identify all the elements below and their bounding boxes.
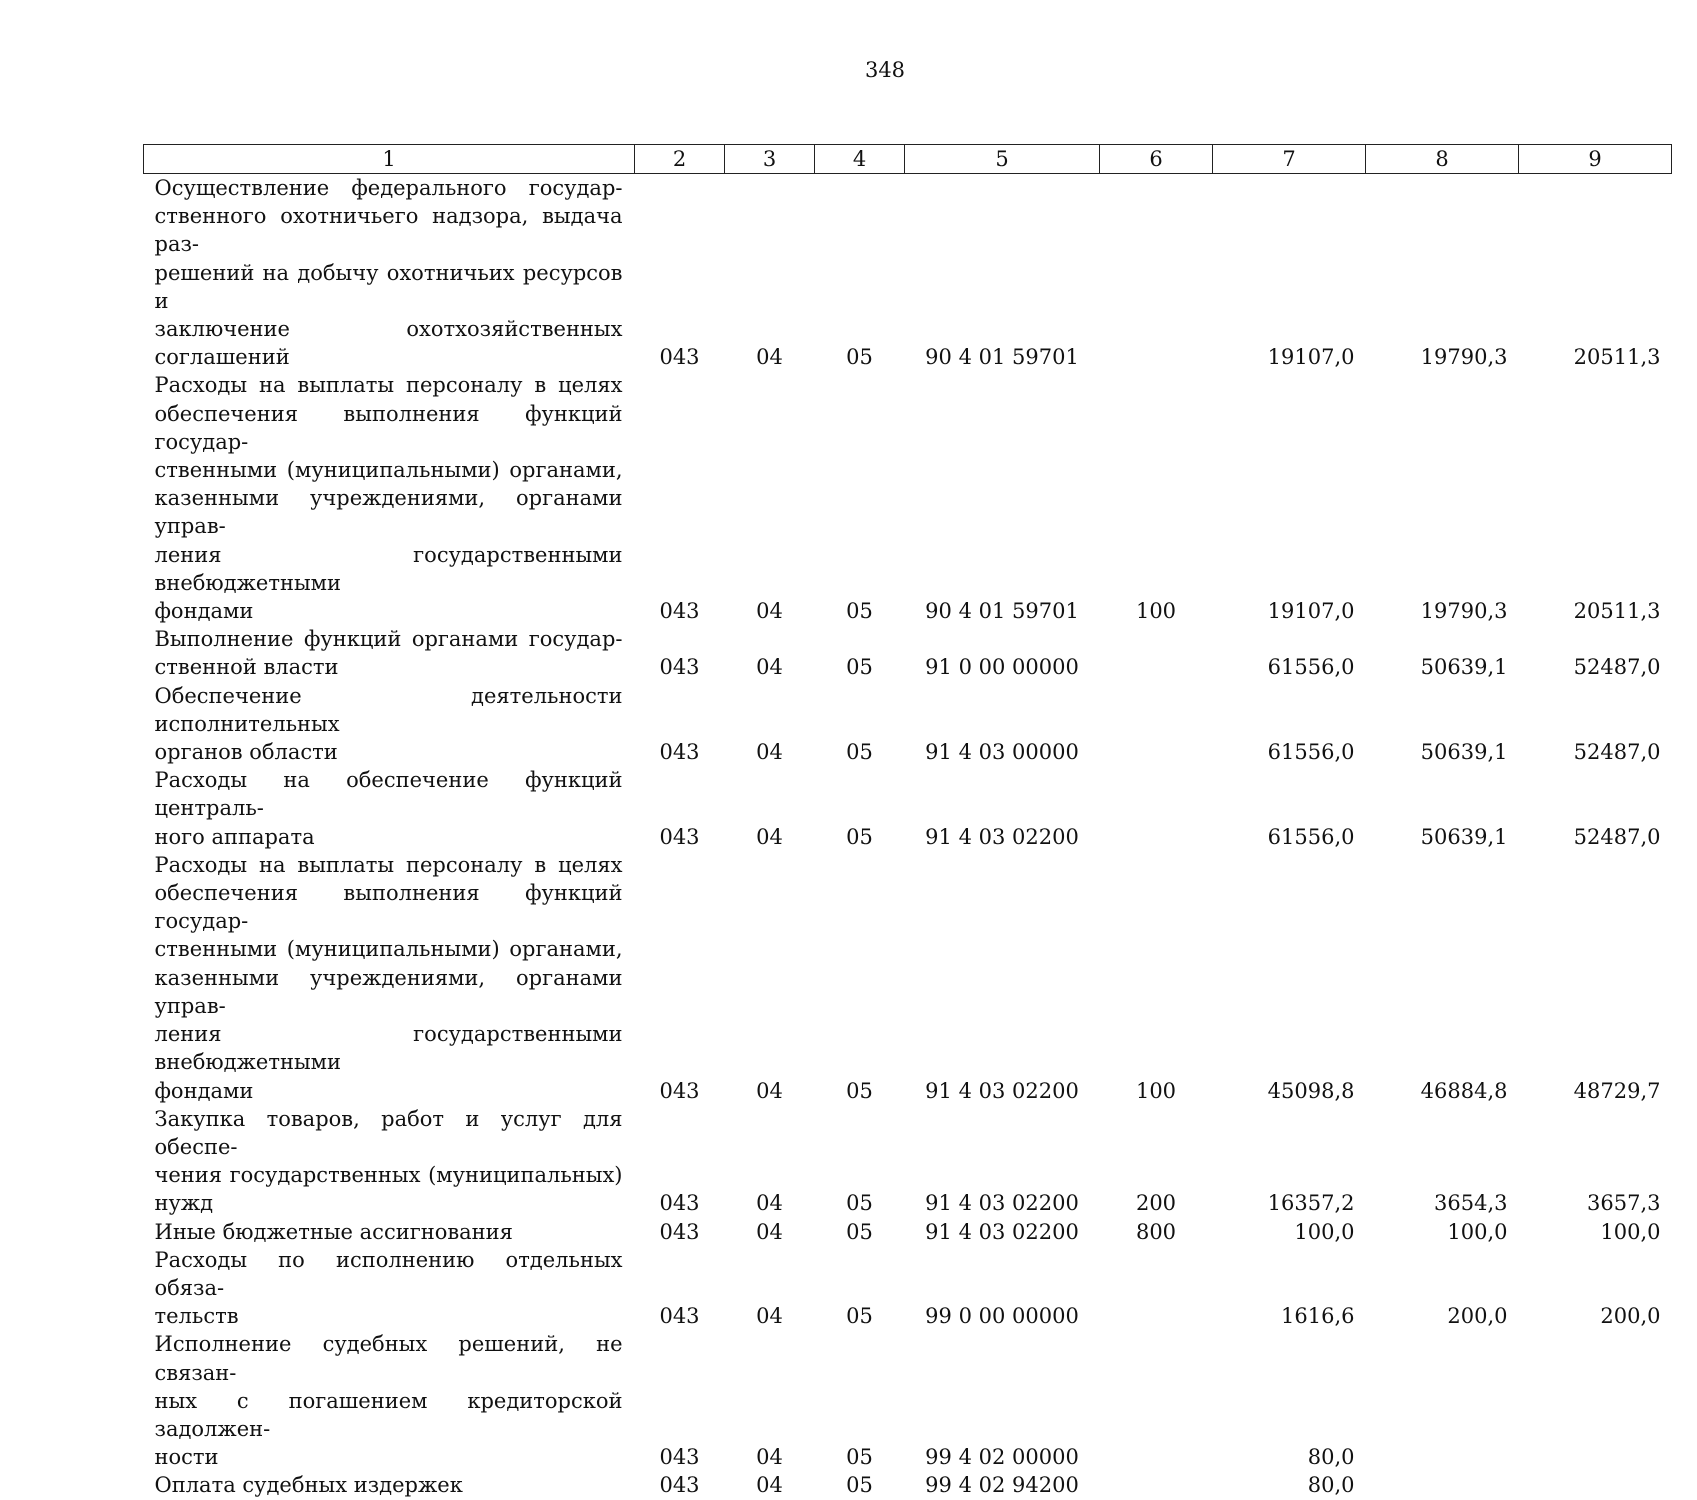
table-row: [144, 1246, 1672, 1331]
cell-ministry: 043: [659, 1219, 700, 1244]
cell-section: 04: [756, 1191, 783, 1216]
cell-expense-type: [1100, 174, 1213, 372]
cell-subsection: 05: [846, 345, 873, 370]
cell-amount-col8: 46884,8: [1420, 1078, 1508, 1103]
cell-subsection: 05: [846, 1304, 873, 1329]
cell-amount-col7: 80,0: [1307, 1473, 1355, 1498]
column-header-5: 5: [905, 145, 1100, 174]
cell-ministry: 043: [659, 599, 700, 624]
cell-subsection: 05: [846, 655, 873, 680]
description-line: ления государственными внебюджетными: [154, 542, 623, 595]
cell-description: [144, 625, 635, 681]
page-number: 348: [864, 58, 906, 82]
cell-ministry: 043: [659, 824, 700, 849]
column-header-8: 8: [1366, 145, 1519, 174]
description-line: заключение охотхозяйственных соглашений: [154, 317, 623, 370]
cell-expense-type: [1100, 1330, 1213, 1471]
description-line: чения государственных (муниципальных): [154, 1163, 623, 1188]
table-row: [144, 1471, 1672, 1499]
cell-amount-col9: 100,0: [1600, 1219, 1661, 1244]
description-line: фондами: [154, 599, 254, 624]
cell-amount-col8: [1366, 1471, 1519, 1499]
cell-ministry: 043: [659, 345, 700, 370]
cell-expense-type: [1100, 625, 1213, 681]
cell-section: 04: [756, 655, 783, 680]
description-line: обеспечения выполнения функций государ-: [154, 401, 623, 454]
cell-amount-col7: 16357,2: [1267, 1191, 1355, 1216]
cell-description: [144, 174, 635, 372]
cell-subsection: 05: [846, 1191, 873, 1216]
cell-subsection: 05: [846, 824, 873, 849]
header-row: [144, 145, 1672, 174]
cell-target-code: 90 4 01 59701: [925, 345, 1079, 370]
description-line: ственными (муниципальными) органами,: [154, 458, 623, 483]
description-line: казенными учреждениями, органами управ-: [154, 965, 623, 1018]
cell-amount-col8: 50639,1: [1420, 740, 1508, 765]
cell-section: 04: [756, 599, 783, 624]
description-line: Исполнение судебных решений, не связан-: [154, 1332, 623, 1385]
cell-description: [144, 766, 635, 851]
cell-target-code: 99 4 02 94200: [925, 1473, 1079, 1498]
cell-amount-col8: 50639,1: [1420, 824, 1508, 849]
column-header-7: 7: [1213, 145, 1366, 174]
cell-amount-col7: 19107,0: [1267, 599, 1355, 624]
description-line: Осуществление федерального государ-: [154, 176, 623, 200]
cell-amount-col7: 61556,0: [1267, 824, 1355, 849]
description-line: ности: [154, 1445, 219, 1470]
cell-ministry: 043: [659, 740, 700, 765]
cell-amount-col8: 50639,1: [1420, 655, 1508, 680]
cell-amount-col7: 80,0: [1307, 1445, 1355, 1470]
cell-target-code: 99 0 00 00000: [925, 1304, 1079, 1329]
table-header: [144, 145, 1672, 174]
cell-subsection: 05: [846, 1473, 873, 1498]
cell-subsection: 05: [846, 1219, 873, 1244]
cell-section: 04: [756, 1304, 783, 1329]
cell-amount-col8: 19790,3: [1420, 345, 1508, 370]
column-header-6: 6: [1100, 145, 1213, 174]
cell-amount-col9: 52487,0: [1573, 824, 1661, 849]
cell-amount-col8: 200,0: [1447, 1304, 1508, 1329]
description-line: Иные бюджетные ассигнования: [154, 1219, 513, 1244]
table-row: [144, 1218, 1672, 1246]
cell-section: 04: [756, 824, 783, 849]
cell-amount-col7: 45098,8: [1267, 1078, 1355, 1103]
table-row: [144, 371, 1672, 625]
cell-subsection: 05: [846, 1078, 873, 1103]
cell-section: 04: [756, 345, 783, 370]
cell-amount-col8: 3654,3: [1434, 1191, 1508, 1216]
cell-target-code: 99 4 02 00000: [925, 1445, 1079, 1470]
cell-target-code: 90 4 01 59701: [925, 599, 1079, 624]
cell-expense-type: [1100, 1471, 1213, 1499]
cell-amount-col7: 61556,0: [1267, 740, 1355, 765]
table-row: [144, 625, 1672, 681]
cell-amount-col7: 100,0: [1294, 1219, 1355, 1244]
description-line: органов области: [154, 740, 338, 765]
description-line: ного аппарата: [154, 824, 315, 849]
cell-target-code: 91 4 03 00000: [925, 740, 1079, 765]
cell-amount-col9: 200,0: [1600, 1304, 1661, 1329]
cell-ministry: 043: [659, 655, 700, 680]
description-line: Оплата судебных издержек: [154, 1473, 463, 1498]
column-header-1: 1: [144, 145, 635, 174]
table-row: [144, 1105, 1672, 1218]
description-line: Расходы на обеспечение функций централь-: [154, 768, 623, 821]
description-line: Закупка товаров, работ и услуг для обеспе-: [154, 1106, 623, 1159]
cell-amount-col8: 19790,3: [1420, 599, 1508, 624]
cell-description: [144, 1218, 635, 1246]
column-header-2: 2: [635, 145, 725, 174]
description-line: казенными учреждениями, органами управ-: [154, 486, 623, 539]
cell-expense-type: 100: [1135, 599, 1177, 624]
cell-target-code: 91 4 03 02200: [925, 824, 1079, 849]
description-line: Выполнение функций органами государ-: [154, 627, 623, 652]
cell-amount-col8: [1366, 1330, 1519, 1471]
cell-target-code: 91 4 03 02200: [925, 1191, 1079, 1216]
cell-amount-col8: 100,0: [1447, 1219, 1508, 1244]
table-row: [144, 766, 1672, 851]
description-line: ных с погашением кредиторской задолжен-: [154, 1388, 623, 1441]
cell-ministry: 043: [659, 1304, 700, 1329]
table-row: [144, 1330, 1672, 1471]
cell-subsection: 05: [846, 740, 873, 765]
description-line: Расходы на выплаты персоналу в целях: [154, 373, 623, 398]
table-row: [144, 682, 1672, 767]
description-line: ственными (муниципальными) органами,: [154, 937, 623, 962]
cell-expense-type: [1100, 682, 1213, 767]
cell-section: 04: [756, 1445, 783, 1470]
cell-description: [144, 1330, 635, 1471]
cell-description: [144, 851, 635, 1105]
cell-amount-col9: [1519, 1330, 1672, 1471]
cell-ministry: 043: [659, 1078, 700, 1103]
description-line: фондами: [154, 1078, 254, 1103]
cell-amount-col9: 52487,0: [1573, 655, 1661, 680]
cell-ministry: 043: [659, 1191, 700, 1216]
description-line: решений на добычу охотничьих ресурсов и: [154, 260, 623, 313]
cell-expense-type: 200: [1135, 1191, 1177, 1216]
description-line: Обеспечение деятельности исполнительных: [154, 683, 623, 736]
cell-description: [144, 1471, 635, 1499]
cell-amount-col9: 52487,0: [1573, 740, 1661, 765]
column-header-9: 9: [1519, 145, 1672, 174]
column-header-4: 4: [815, 145, 905, 174]
cell-description: [144, 1246, 635, 1331]
cell-description: [144, 682, 635, 767]
cell-target-code: 91 4 03 02200: [925, 1078, 1079, 1103]
table-row: [144, 174, 1672, 372]
cell-expense-type: [1100, 1246, 1213, 1331]
cell-amount-col9: 20511,3: [1573, 345, 1661, 370]
table-row: [144, 851, 1672, 1105]
cell-ministry: 043: [659, 1445, 700, 1470]
description-line: Расходы на выплаты персоналу в целях: [154, 852, 623, 877]
description-line: ственной власти: [154, 655, 339, 680]
cell-section: 04: [756, 1473, 783, 1498]
description-line: Расходы по исполнению отдельных обяза-: [154, 1247, 623, 1300]
description-line: тельств: [154, 1304, 239, 1329]
cell-amount-col7: 61556,0: [1267, 655, 1355, 680]
description-line: ственного охотничьего надзора, выдача раз-: [154, 204, 623, 257]
description-line: ления государственными внебюджетными: [154, 1022, 623, 1075]
cell-amount-col7: 19107,0: [1267, 345, 1355, 370]
cell-target-code: 91 0 00 00000: [925, 655, 1079, 680]
description-line: нужд: [154, 1191, 214, 1216]
budget-table: [143, 144, 1672, 1500]
column-header-3: 3: [725, 145, 815, 174]
cell-section: 04: [756, 1078, 783, 1103]
cell-ministry: 043: [659, 1473, 700, 1498]
cell-amount-col7: 1616,6: [1281, 1304, 1355, 1329]
cell-expense-type: 100: [1135, 1078, 1177, 1103]
cell-expense-type: 800: [1135, 1219, 1177, 1244]
cell-expense-type: [1100, 766, 1213, 851]
cell-description: [144, 371, 635, 625]
cell-description: [144, 1105, 635, 1218]
table-body: [144, 174, 1672, 1500]
cell-amount-col9: 3657,3: [1587, 1191, 1661, 1216]
cell-target-code: 91 4 03 02200: [925, 1219, 1079, 1244]
cell-subsection: 05: [846, 1445, 873, 1470]
cell-amount-col9: 48729,7: [1573, 1078, 1661, 1103]
cell-amount-col9: [1519, 1471, 1672, 1499]
cell-section: 04: [756, 1219, 783, 1244]
cell-section: 04: [756, 740, 783, 765]
cell-amount-col9: 20511,3: [1573, 599, 1661, 624]
description-line: обеспечения выполнения функций государ-: [154, 881, 623, 934]
cell-subsection: 05: [846, 599, 873, 624]
